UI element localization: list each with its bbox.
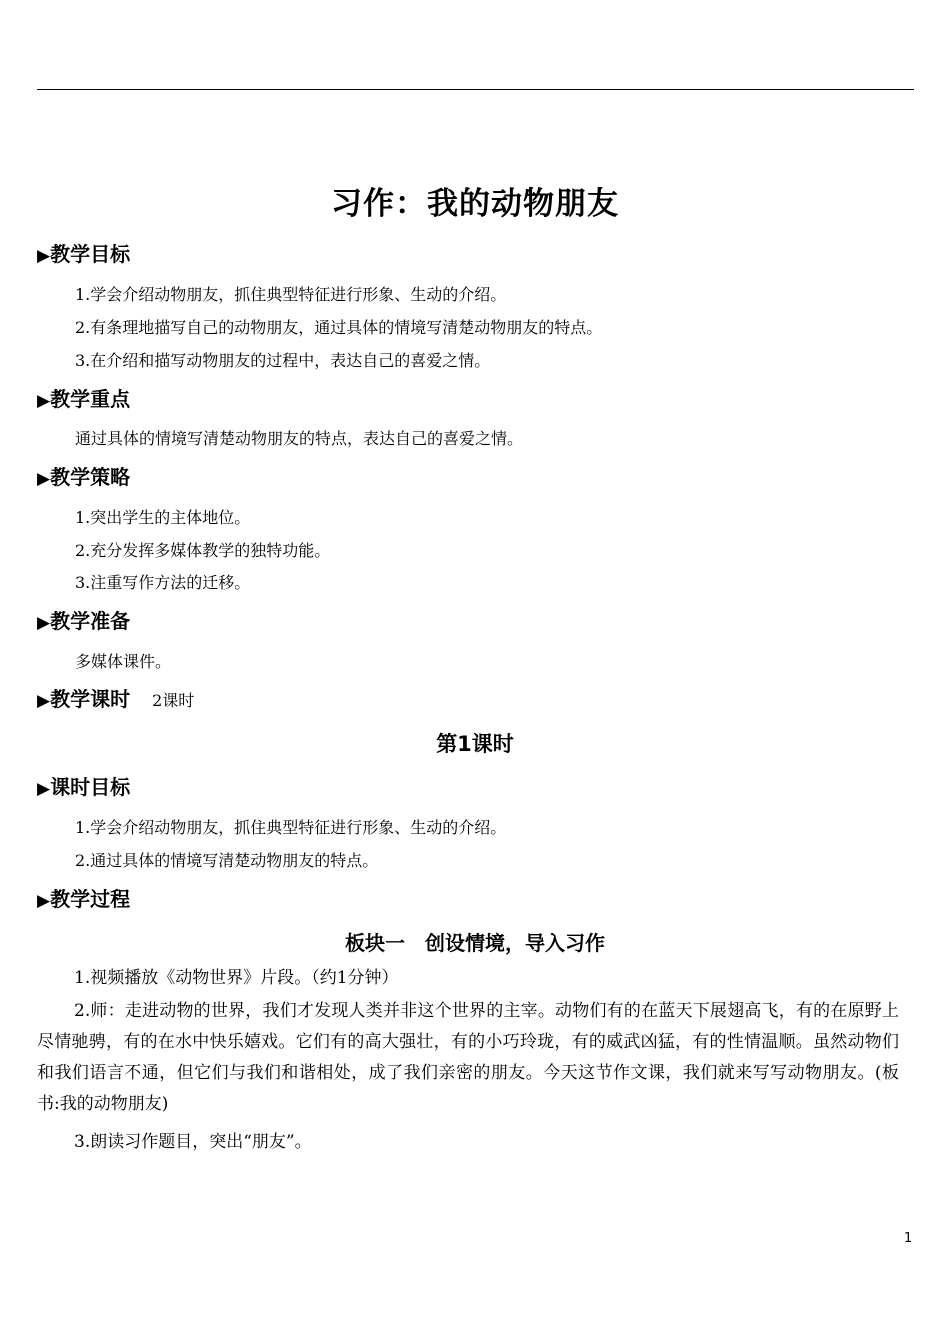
triangle-marker-icon: ▶ [37, 691, 51, 711]
section-heading-label: 教学目标 [50, 242, 131, 266]
goal-item: 3.在介绍和描写动物朋友的过程中，表达自己的喜爱之情。 [75, 351, 491, 370]
lesson-heading: 第1课时 [436, 732, 514, 756]
triangle-marker-icon: ▶ [37, 613, 51, 633]
triangle-marker-icon: ▶ [37, 891, 51, 911]
lesson-goal-item: 2.通过具体的情境写清楚动物朋友的特点。 [75, 851, 379, 870]
section-heading-strategy [37, 464, 130, 492]
section-heading-label: 教学重点 [50, 387, 131, 411]
section-heading-label: 教学准备 [50, 609, 131, 633]
triangle-marker-icon: ▶ [37, 391, 51, 411]
block-heading: 板块一 创设情境，导入习作 [345, 931, 605, 955]
page-number: 1 [904, 1231, 913, 1246]
preparation-text: 多媒体课件。 [75, 652, 172, 671]
goal-item: 2.有条理地描写自己的动物朋友，通过具体的情境写清楚动物朋友的特点。 [75, 318, 603, 337]
page-title: 习作：我的动物朋友 [331, 186, 619, 222]
section-heading-process [37, 886, 130, 914]
triangle-marker-icon: ▶ [37, 246, 51, 266]
process-item-2: 2.师：走进动物的世界，我们才发现人类并非这个世界的主宰。动物们有的在蓝天下展翅高飞，有的在原野上尽情驰骋，有的在水中快乐嬉戏。它们有的高大强壮，有的小巧玲珑，有的威武凶猛，有的性情温顺。虽然动物们和我们语言不通，但它们与我们和谐相处，成了我们亲密的朋友。今天这节作文课，我们就来写写动物朋友。(板书:我的动物朋友) [37, 1001, 899, 1114]
process-item-1: 1.视频播放《动物世界》片段。（约1分钟） [74, 968, 399, 988]
triangle-marker-icon: ▶ [37, 469, 51, 489]
section-heading-hours [37, 686, 194, 714]
section-heading-lesson-goals [37, 774, 130, 802]
lesson-goal-item: 1.学会介绍动物朋友，抓住典型特征进行形象、生动的介绍。 [75, 818, 507, 837]
header-rule [37, 89, 914, 90]
goal-item: 1.学会介绍动物朋友，抓住典型特征进行形象、生动的介绍。 [75, 285, 507, 304]
strategy-item: 2.充分发挥多媒体教学的独特功能。 [75, 541, 331, 560]
strategy-item: 1.突出学生的主体地位。 [75, 508, 251, 527]
section-heading-goals [37, 241, 130, 269]
section-heading-preparation [37, 608, 130, 636]
section-heading-focus [37, 386, 130, 414]
section-heading-label: 课时目标 [50, 775, 131, 799]
process-item-3: 3.朗读习作题目，突出“朋友”。 [74, 1132, 312, 1152]
section-heading-label: 教学课时 [50, 687, 131, 711]
focus-text: 通过具体的情境写清楚动物朋友的特点，表达自己的喜爱之情。 [75, 429, 524, 448]
triangle-marker-icon: ▶ [37, 779, 51, 799]
strategy-item: 3.注重写作方法的迁移。 [75, 573, 251, 592]
section-heading-label: 教学策略 [50, 465, 131, 489]
section-heading-label: 教学过程 [50, 887, 131, 911]
hours-value: 2课时 [152, 691, 195, 710]
